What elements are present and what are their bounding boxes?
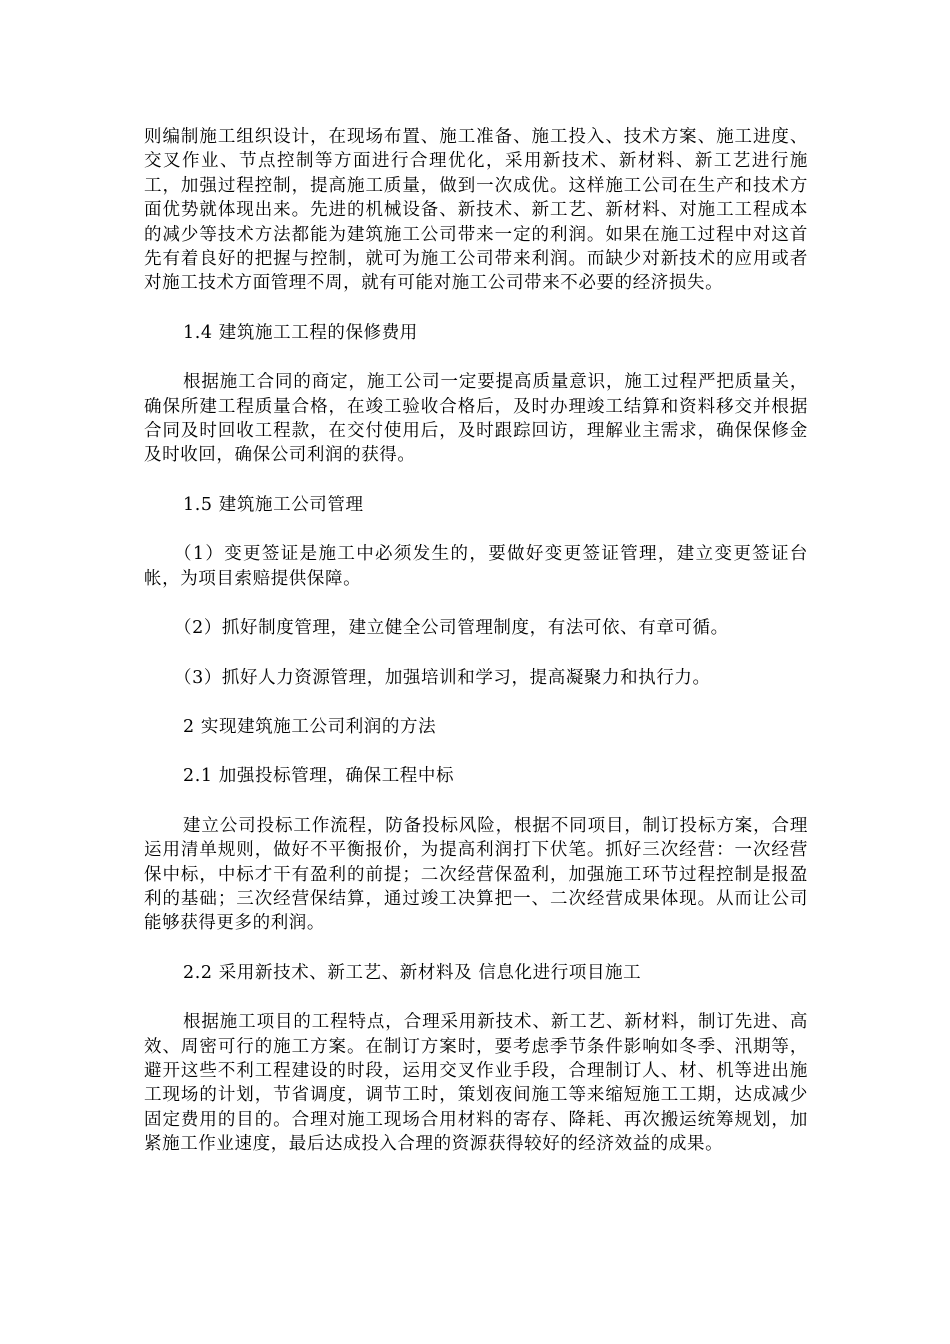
paragraph-bidding-management: 建立公司投标工作流程，防备投标风险，根据不同项目，制订投标方案，合理运用清单规则，做好不平衡报价，为提高利润打下伏笔。抓好三次经营：一次经营保中标，中标才干有盈利的前提；二次经营保盈利，加强施工环节过程控制是报盈利的基础；三次经营保结算，通过竣工决算把一、二次经营成果体现。从而让公司能够获得更多的利润。 (144, 815, 808, 934)
section-heading-2-2: 2.2 采用新技术、新工艺、新材料及 信息化进行项目施工 (183, 962, 642, 983)
list-item-3: （3）抓好人力资源管理，加强培训和学习，提高凝聚力和执行力。 (174, 667, 711, 688)
paragraph-continuation: 则编制施工组织设计，在现场布置、施工准备、施工投入、技术方案、施工进度、交叉作业、节点控制等方面进行合理优化，采用新技术、新材料、新工艺进行施工，加强过程控制，提高施工质量，做到一次成优。这样施工公司在生产和技术方面优势就体现出来。先进的机械设备、新技术、新工艺、新材料、对施工工程成本的减少等技术方法都能为建筑施工公司带来一定的利润。如果在施工过程中对这首先有着良好的把握与控制，就可为施工公司带来利润。而缺少对新技术的应用或者对施工技术方面管理不周，就有可能对施工公司带来不必要的经济损失。 (144, 127, 808, 294)
document-page (144, 125, 808, 1182)
paragraph-warranty-costs: 根据施工合同的商定，施工公司一定要提高质量意识，施工过程严把质量关，确保所建工程质量合格，在竣工验收合格后，及时办理竣工结算和资料移交并根据合同及时回收工程款，在交付使用后，及时跟踪回访，理解业主需求，确保保修金及时收回，确保公司利润的获得。 (144, 372, 808, 466)
paragraph-new-technology: 根据施工项目的工程特点，合理采用新技术、新工艺、新材料，制订先进、高效、周密可行的施工方案。在制订方案时，要考虑季节条件影响如冬季、汛期等，避开这些不利工程建设的时段，运用交叉作业手段，合理制订人、材、机等进出施工现场的计划，节省调度，调节工时，策划夜间施工等来缩短施工工期，达成减少固定费用的目的。合理对施工现场合用材料的寄存、降耗、再次搬运统筹规划，加紧施工作业速度，最后达成投入合理的资源获得较好的经济效益的成果。 (144, 1012, 808, 1155)
section-heading-2-1: 2.1 加强投标管理，确保工程中标 (183, 766, 455, 787)
section-heading-2: 2 实现建筑施工公司利润的方法 (183, 716, 437, 737)
list-item-2: （2）抓好制度管理，建立健全公司管理制度，有法可依、有章可循。 (174, 618, 729, 639)
section-heading-1-4: 1.4 建筑施工工程的保修费用 (183, 322, 418, 343)
section-heading-1-5: 1.5 建筑施工公司管理 (183, 494, 364, 515)
list-item-1: （1）变更签证是施工中必须发生的，要做好变更签证管理，建立变更签证台帐，为项目索赔提供保障。 (144, 544, 808, 589)
